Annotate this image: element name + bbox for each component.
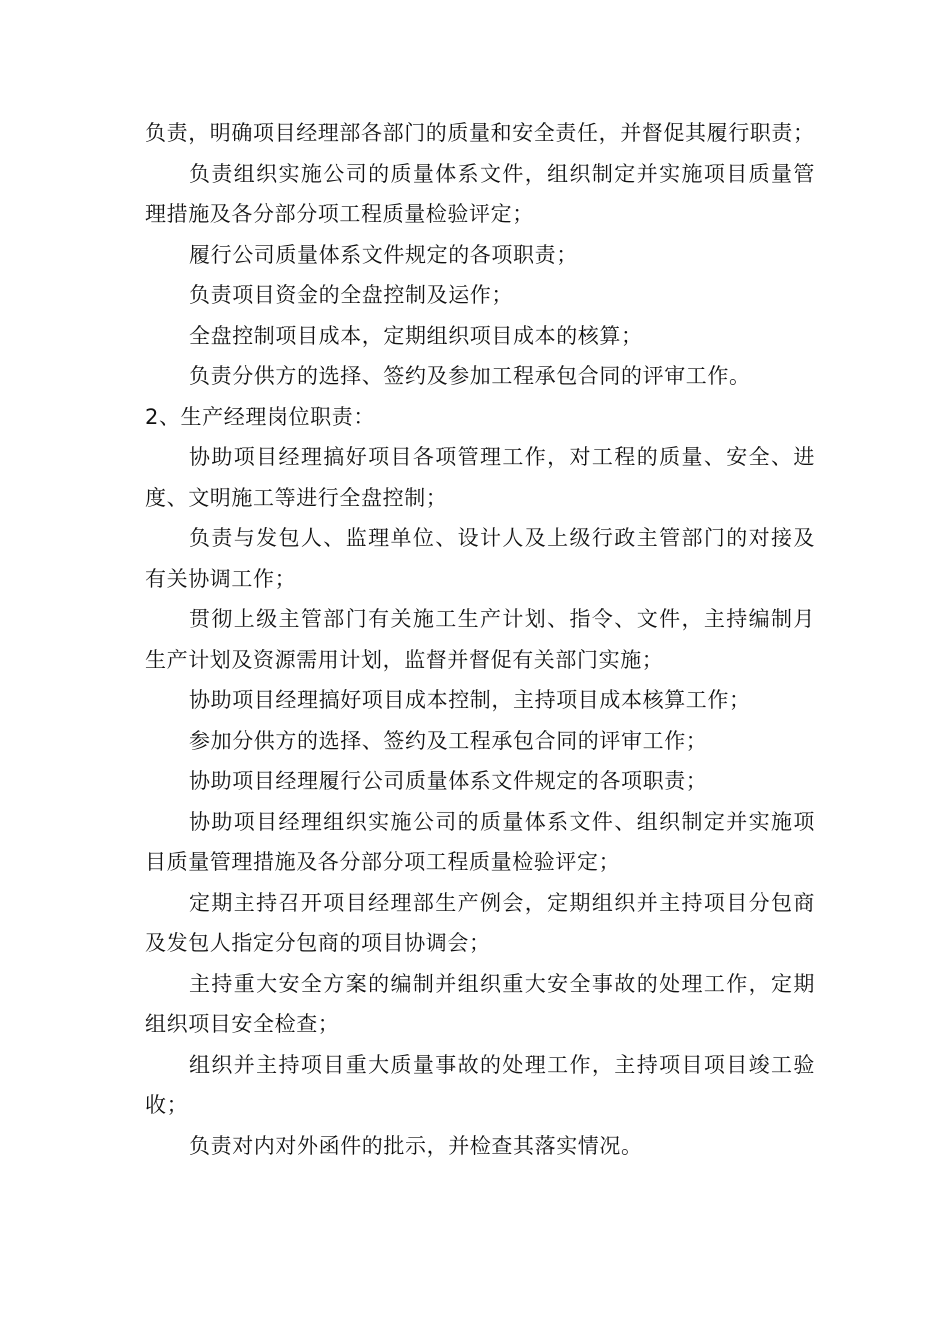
paragraph: 负责与发包人、监理单位、设计人及上级行政主管部门的对接及有关协调工作； [145, 526, 815, 591]
paragraph: 协助项目经理组织实施公司的质量体系文件、组织制定并实施项目质量管理措施及各分部分项工程质量检验评定； [145, 809, 815, 874]
section-heading: 2、生产经理岗位职责： [145, 404, 375, 429]
paragraph: 协助项目经理搞好项目成本控制，主持项目成本核算工作； [189, 688, 751, 712]
paragraph: 贯彻上级主管部门有关施工生产计划、指令、文件，主持编制月生产计划及资源需用计划，监督并督促有关部门实施； [145, 607, 815, 672]
paragraph: 组织并主持项目重大质量事故的处理工作，主持项目项目竣工验收； [145, 1052, 815, 1117]
paragraph: 参加分供方的选择、签约及工程承包合同的评审工作； [189, 728, 708, 753]
paragraph: 履行公司质量体系文件规定的各项职责； [189, 242, 578, 267]
paragraph: 主持重大安全方案的编制并组织重大安全事故的处理工作，定期组织项目安全检查； [145, 971, 815, 1036]
paragraph: 定期主持召开项目经理部生产例会，定期组织并主持项目分包商及发包人指定分包商的项目协调会； [145, 890, 815, 955]
paragraph: 负责组织实施公司的质量体系文件，组织制定并实施项目质量管理措施及各分部分项工程质量检验评定； [145, 161, 815, 226]
paragraph: 全盘控制项目成本，定期组织项目成本的核算； [189, 323, 643, 348]
paragraph-continuation: 负责，明确项目经理部各部门的质量和安全责任，并督促其履行职责； [145, 121, 815, 145]
paragraph: 协助项目经理搞好项目各项管理工作，对工程的质量、安全、进度、文明施工等进行全盘控制； [145, 445, 815, 510]
document-body [145, 113, 815, 1166]
paragraph: 负责分供方的选择、签约及参加工程承包合同的评审工作。 [189, 364, 751, 388]
paragraph: 负责对内对外函件的批示，并检查其落实情况。 [189, 1133, 643, 1158]
paragraph: 负责项目资金的全盘控制及运作； [189, 283, 513, 307]
paragraph: 协助项目经理履行公司质量体系文件规定的各项职责； [189, 769, 708, 793]
